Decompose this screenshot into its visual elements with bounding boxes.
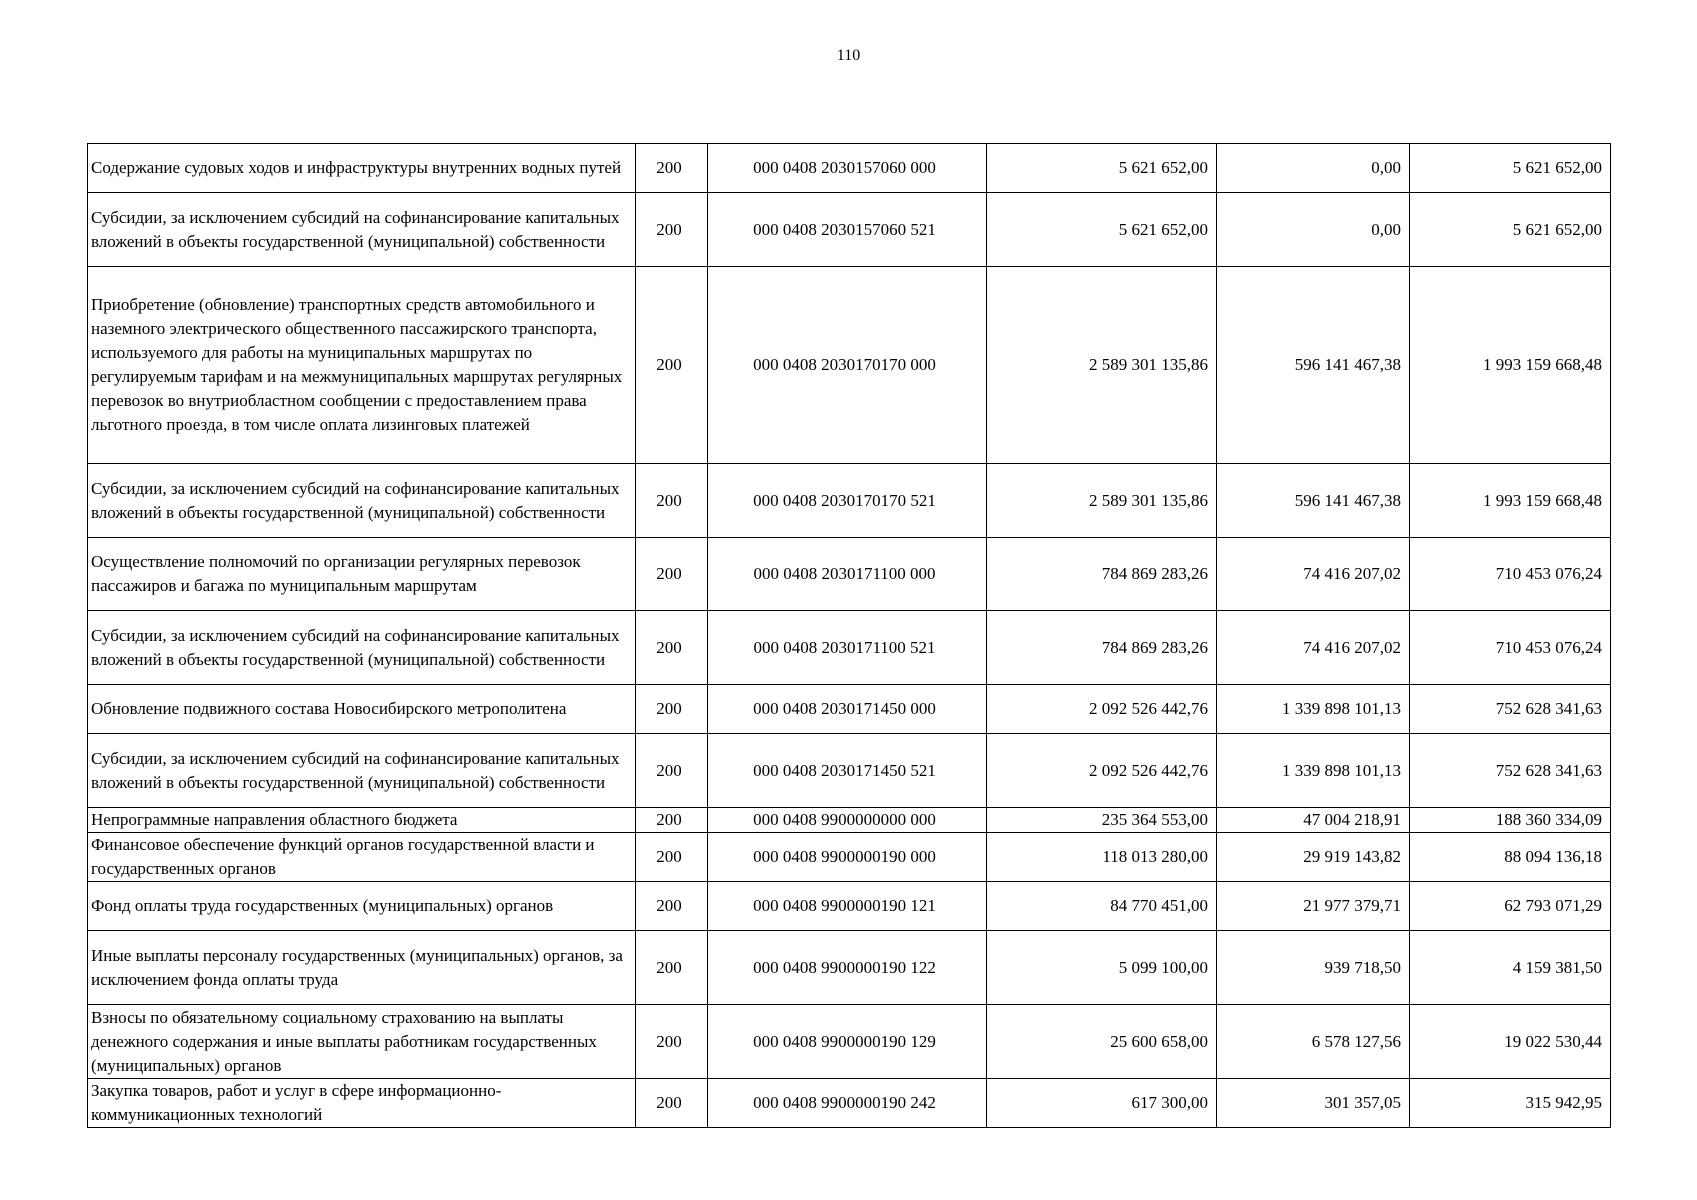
row-line-code: 200 [636, 808, 708, 833]
row-budget-code: 000 0408 2030170170 000 [708, 267, 987, 464]
row-name: Осуществление полномочий по организации регулярных перевозок пассажиров и багажа по муниципальным маршрутам [88, 538, 636, 611]
row-executed: 47 004 218,91 [1217, 808, 1410, 833]
budget-table [87, 143, 1611, 1128]
table-row [88, 267, 1611, 464]
row-name: Субсидии, за исключением субсидий на софинансирование капитальных вложений в объекты государственной (муниципальной) собственности [88, 611, 636, 685]
table-row [88, 734, 1611, 808]
row-approved: 25 600 658,00 [987, 1005, 1217, 1079]
row-name: Закупка товаров, работ и услуг в сфере информационно-коммуникационных технологий [88, 1079, 636, 1128]
row-remaining: 710 453 076,24 [1410, 538, 1611, 611]
row-approved: 5 621 652,00 [987, 193, 1217, 267]
row-line-code: 200 [636, 144, 708, 193]
row-executed: 21 977 379,71 [1217, 882, 1410, 931]
table-row [88, 685, 1611, 734]
row-line-code: 200 [636, 267, 708, 464]
row-approved: 2 589 301 135,86 [987, 464, 1217, 538]
row-line-code: 200 [636, 193, 708, 267]
row-budget-code: 000 0408 2030171450 521 [708, 734, 987, 808]
row-remaining: 188 360 334,09 [1410, 808, 1611, 833]
row-approved: 5 099 100,00 [987, 931, 1217, 1005]
row-budget-code: 000 0408 2030157060 521 [708, 193, 987, 267]
row-line-code: 200 [636, 538, 708, 611]
row-executed: 596 141 467,38 [1217, 464, 1410, 538]
row-budget-code: 000 0408 2030170170 521 [708, 464, 987, 538]
row-budget-code: 000 0408 9900000190 242 [708, 1079, 987, 1128]
row-line-code: 200 [636, 882, 708, 931]
row-remaining: 1 993 159 668,48 [1410, 464, 1611, 538]
row-remaining: 1 993 159 668,48 [1410, 267, 1611, 464]
row-line-code: 200 [636, 611, 708, 685]
row-budget-code: 000 0408 9900000190 129 [708, 1005, 987, 1079]
table-row [88, 144, 1611, 193]
row-budget-code: 000 0408 2030171450 000 [708, 685, 987, 734]
row-name: Фонд оплаты труда государственных (муниципальных) органов [88, 882, 636, 931]
row-name: Взносы по обязательному социальному страхованию на выплаты денежного содержания и иные выплаты работникам государственных (муниципальных) органов [88, 1005, 636, 1079]
table-row [88, 193, 1611, 267]
row-executed: 0,00 [1217, 193, 1410, 267]
row-approved: 617 300,00 [987, 1079, 1217, 1128]
row-executed: 6 578 127,56 [1217, 1005, 1410, 1079]
row-approved: 118 013 280,00 [987, 833, 1217, 882]
row-line-code: 200 [636, 1005, 708, 1079]
row-executed: 74 416 207,02 [1217, 611, 1410, 685]
row-approved: 2 589 301 135,86 [987, 267, 1217, 464]
row-executed: 301 357,05 [1217, 1079, 1410, 1128]
row-name: Финансовое обеспечение функций органов государственной власти и государственных органов [88, 833, 636, 882]
row-remaining: 315 942,95 [1410, 1079, 1611, 1128]
row-budget-code: 000 0408 9900000190 000 [708, 833, 987, 882]
table-row [88, 1005, 1611, 1079]
row-remaining: 752 628 341,63 [1410, 685, 1611, 734]
table-row [88, 882, 1611, 931]
table-row [88, 464, 1611, 538]
row-budget-code: 000 0408 9900000190 122 [708, 931, 987, 1005]
row-executed: 1 339 898 101,13 [1217, 685, 1410, 734]
row-budget-code: 000 0408 9900000190 121 [708, 882, 987, 931]
row-name: Иные выплаты персоналу государственных (муниципальных) органов, за исключением фонда оплаты труда [88, 931, 636, 1005]
row-remaining: 19 022 530,44 [1410, 1005, 1611, 1079]
row-name: Содержание судовых ходов и инфраструктуры внутренних водных путей [88, 144, 636, 193]
row-executed: 596 141 467,38 [1217, 267, 1410, 464]
row-name: Приобретение (обновление) транспортных средств автомобильного и наземного электрического общественного пассажирского транспорта, используемого для работы на муниципальных маршрутах по регулируемым тарифам и на межмуниципальных маршрутах регулярных перевозок во внутриобластном сообщении с предоставлением права льготного проезда, в том числе оплата лизинговых платежей [88, 267, 636, 464]
row-line-code: 200 [636, 833, 708, 882]
row-budget-code: 000 0408 2030171100 000 [708, 538, 987, 611]
row-budget-code: 000 0408 2030171100 521 [708, 611, 987, 685]
table-row [88, 1079, 1611, 1128]
table-row [88, 538, 1611, 611]
row-budget-code: 000 0408 2030157060 000 [708, 144, 987, 193]
row-remaining: 5 621 652,00 [1410, 144, 1611, 193]
row-approved: 2 092 526 442,76 [987, 734, 1217, 808]
row-line-code: 200 [636, 464, 708, 538]
row-line-code: 200 [636, 685, 708, 734]
row-approved: 2 092 526 442,76 [987, 685, 1217, 734]
row-remaining: 5 621 652,00 [1410, 193, 1611, 267]
row-budget-code: 000 0408 9900000000 000 [708, 808, 987, 833]
row-approved: 235 364 553,00 [987, 808, 1217, 833]
row-name: Субсидии, за исключением субсидий на софинансирование капитальных вложений в объекты государственной (муниципальной) собственности [88, 193, 636, 267]
table-row [88, 611, 1611, 685]
row-line-code: 200 [636, 931, 708, 1005]
row-remaining: 4 159 381,50 [1410, 931, 1611, 1005]
row-approved: 784 869 283,26 [987, 538, 1217, 611]
page-number: 110 [836, 47, 861, 64]
row-executed: 74 416 207,02 [1217, 538, 1410, 611]
table-row [88, 931, 1611, 1005]
row-remaining: 752 628 341,63 [1410, 734, 1611, 808]
row-executed: 1 339 898 101,13 [1217, 734, 1410, 808]
row-approved: 784 869 283,26 [987, 611, 1217, 685]
row-approved: 84 770 451,00 [987, 882, 1217, 931]
table-row [88, 808, 1611, 833]
row-name: Обновление подвижного состава Новосибирского метрополитена [88, 685, 636, 734]
row-executed: 0,00 [1217, 144, 1410, 193]
row-name: Непрограммные направления областного бюджета [88, 808, 636, 833]
row-remaining: 88 094 136,18 [1410, 833, 1611, 882]
row-executed: 939 718,50 [1217, 931, 1410, 1005]
row-name: Субсидии, за исключением субсидий на софинансирование капитальных вложений в объекты государственной (муниципальной) собственности [88, 464, 636, 538]
table-row [88, 833, 1611, 882]
row-executed: 29 919 143,82 [1217, 833, 1410, 882]
row-name: Субсидии, за исключением субсидий на софинансирование капитальных вложений в объекты государственной (муниципальной) собственности [88, 734, 636, 808]
row-remaining: 710 453 076,24 [1410, 611, 1611, 685]
row-approved: 5 621 652,00 [987, 144, 1217, 193]
row-remaining: 62 793 071,29 [1410, 882, 1611, 931]
row-line-code: 200 [636, 734, 708, 808]
row-line-code: 200 [636, 1079, 708, 1128]
